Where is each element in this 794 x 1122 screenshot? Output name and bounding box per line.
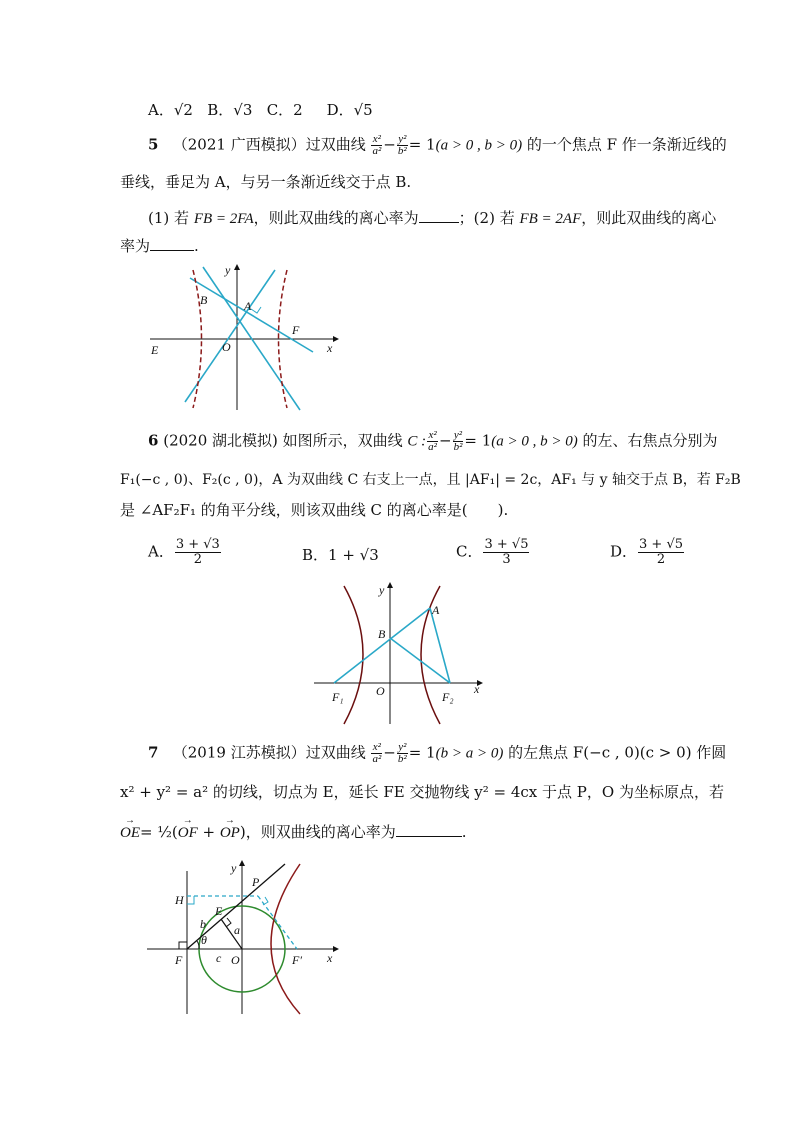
q5-line1: 5 （2021 广西模拟）过双曲线 $\frac{\text{x²}}{\text{a²}}$ − $\frac{\text{y²}}{\text{b²}}$ = 1(a > 0 , b > 0) 的一个焦点 F 作一条渐近线的 — [148, 133, 727, 157]
q5-label-F: F — [292, 323, 300, 337]
q7-frac-x: $\frac{\text{x²}}{\text{a²}}$ — [372, 741, 382, 765]
q6-line1: 6 (2020 湖北模拟) 如图所示，双曲线 C : $\frac{\text{x²}}{\text{a²}}$ − $\frac{\text{y²}}{\text{b²}}$ = 1(a > 0 , b > 0) 的左、右焦点分别为 — [148, 429, 718, 453]
q5-line3: (1) 若 FB = 2FA，则此双曲线的离心率为 ；(2) 若 FB = 2AF，则此双曲线的离心 — [148, 209, 717, 227]
q7-number: 7 — [148, 743, 159, 762]
q6-label-F2: F₂ — [442, 690, 454, 704]
q7-line2: x² + y² = a² 的切线，切点为 E，延长 FE 交抛物线 y² = 4cx 于点 P，O 为坐标原点，若 — [120, 783, 724, 801]
q7-figure — [145, 856, 345, 1016]
q7-label-P: P — [252, 875, 260, 889]
q6-label-B: B — [378, 627, 386, 641]
q5-label-y: y — [225, 263, 231, 277]
q7-label-a: a — [234, 923, 240, 937]
q5-label-O: O — [222, 340, 231, 354]
q7-source: （2019 江苏模拟）过双曲线 — [172, 743, 366, 762]
q7-line3: → OE= ½(→ OF + → OP)，则双曲线的离心率为 . — [120, 822, 466, 843]
q6-figure — [312, 578, 492, 726]
q7-vec-OP: → OP — [220, 823, 240, 843]
q5-text1: 的一个焦点 F 作一条渐近线的 — [526, 135, 727, 154]
q6-number: 6 — [148, 431, 159, 450]
q7-label-F: F — [175, 953, 183, 967]
q5-label-A: A — [244, 299, 252, 313]
q7-label-c: c — [216, 951, 222, 965]
q7-frac-y: $\frac{\text{y²}}{\text{b²}}$ — [397, 741, 407, 765]
q7-text1: 的左焦点 F(−c , 0)(c > 0) 作圆 — [508, 743, 727, 762]
q7-vec-OE: → OE — [120, 823, 140, 843]
q4-option-d: D．√5 — [326, 101, 373, 119]
q5-frac-x: $\frac{\text{x²}}{\text{a²}}$ — [372, 133, 382, 157]
q5-blank-1[interactable] — [419, 208, 459, 223]
q7-blank[interactable] — [396, 822, 462, 837]
q7-label-H: H — [175, 893, 184, 907]
q5-frac-y: $\frac{\text{y²}}{\text{b²}}$ — [397, 133, 407, 157]
q5-line4: 率为 . — [120, 237, 199, 255]
q5-number: 5 — [148, 135, 159, 154]
q7-label-theta: θ — [201, 933, 207, 947]
q6-label-x: x — [474, 682, 480, 696]
q5-part1-eq: FB = 2FA — [193, 211, 254, 227]
q7-label-x: x — [327, 951, 333, 965]
q4-option-c: C．2 — [266, 101, 303, 119]
q5-condition: (a > 0 , b > 0) — [435, 137, 523, 154]
q6-line3: 是 ∠AF₂F₁ 的角平分线，则该双曲线 C 的离心率是( ). — [120, 501, 509, 519]
q6-option-a: A． $\frac{3 + √3}{2}$ — [148, 537, 220, 567]
q7-label-O: O — [231, 953, 240, 967]
q5-label-x: x — [327, 341, 333, 355]
q4-option-b: B．√3 — [207, 101, 253, 119]
q5-figure — [145, 262, 345, 412]
q7-label-y: y — [231, 861, 237, 875]
q7-vec-OF: → OF — [178, 823, 198, 843]
q6-text1: 的左、右焦点分别为 — [582, 431, 718, 450]
q7-line1: 7 （2019 江苏模拟）过双曲线 $\frac{\text{x²}}{\text{a²}}$ − $\frac{\text{y²}}{\text{b²}}$ = 1(b > a > 0) 的左焦点 F(−c , 0)(c > 0) 作圆 — [148, 741, 727, 765]
q6-label-F1: F₁ — [332, 690, 344, 704]
q6-label-y: y — [379, 583, 385, 597]
q5-label-E: E — [151, 343, 159, 357]
q6-frac-x: $\frac{\text{x²}}{\text{a²}}$ — [428, 429, 437, 453]
q6-label-O: O — [376, 684, 385, 698]
q7-condition: (b > a > 0) — [435, 745, 504, 762]
q6-option-c: C． $\frac{3 + √5}{3}$ — [456, 537, 529, 567]
q5-part2-eq: FB = 2AF — [519, 211, 582, 227]
q5-label-B: B — [200, 293, 208, 307]
q5-line2: 垂线，垂足为 A，与另一条渐近线交于点 B. — [120, 173, 412, 191]
q6-option-d: D． $\frac{3 + √5}{2}$ — [610, 537, 684, 567]
q6-label-A: A — [432, 603, 440, 617]
q5-blank-2[interactable] — [150, 236, 194, 251]
q7-label-Fp: F′ — [292, 953, 302, 967]
q5-source: （2021 广西模拟）过双曲线 — [172, 135, 366, 154]
q6-source: (2020 湖北模拟) 如图所示，双曲线 — [163, 431, 403, 450]
q7-label-E: E — [215, 904, 223, 918]
q6-frac-y: $\frac{\text{y²}}{\text{b²}}$ — [453, 429, 463, 453]
q6-line2: F₁(−c , 0)、F₂(c , 0)，A 为双曲线 C 右支上一点，且 |AF₁| = 2c，AF₁ 与 y 轴交于点 B，若 F₂B — [120, 472, 741, 488]
q4-options — [148, 100, 373, 120]
q4-option-a: A．√2 — [148, 101, 193, 119]
q6-condition: (a > 0 , b > 0) — [491, 433, 578, 450]
q6-option-b: B．1 + √3 — [302, 546, 379, 564]
q7-label-b: b — [200, 917, 206, 931]
